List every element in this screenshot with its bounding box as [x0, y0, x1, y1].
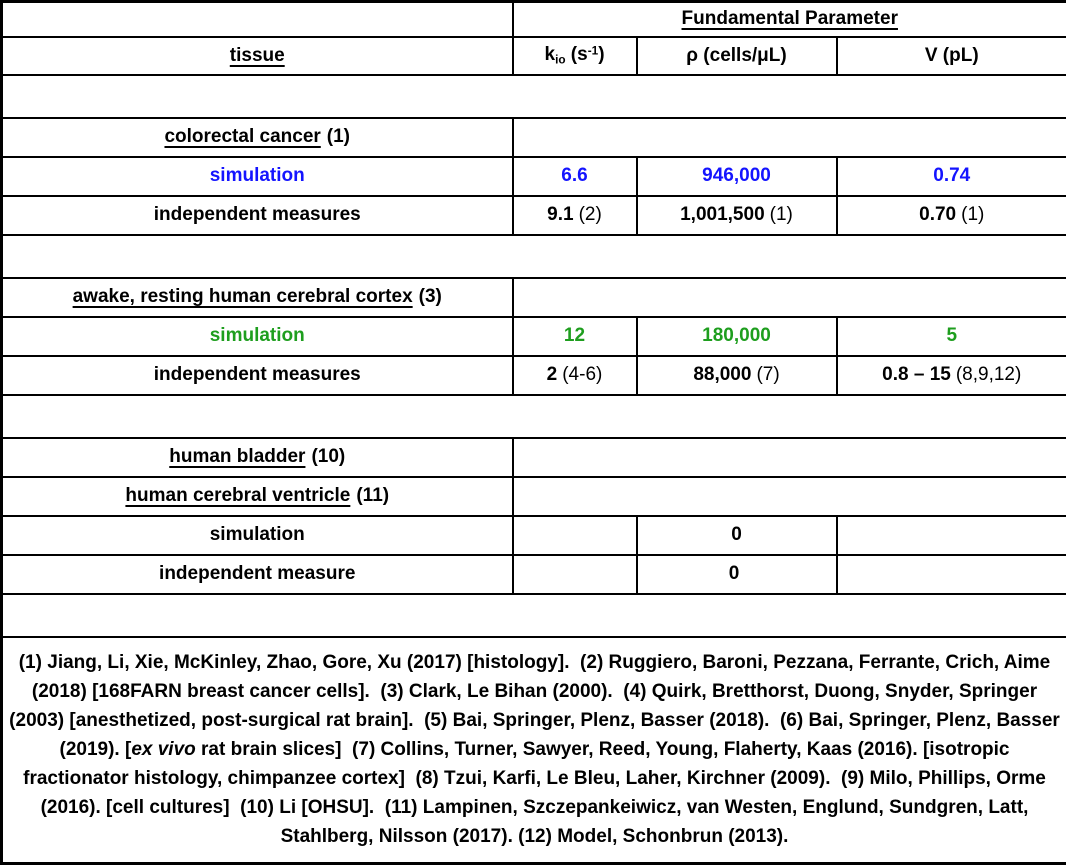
value-ref: (8,9,12) [955, 364, 1022, 385]
independent-volume-value [837, 356, 1066, 395]
value-ref: (4-6) [562, 364, 603, 385]
independent-volume-value [837, 555, 1066, 594]
value: 2 [546, 364, 558, 385]
independent-row-ventricle [2, 555, 1066, 594]
simulation-label-cell: simulation [2, 516, 513, 555]
footnote-text: Clark, Le Bihan (2000). [403, 681, 624, 703]
simulation-row-colorectal [2, 157, 1066, 196]
footnote-text: Bai, Springer, Plenz, Basser (2018). [447, 710, 780, 732]
value-ref: (1) [769, 204, 793, 225]
spacer-cell [2, 395, 1066, 438]
tissue-name: awake, resting human cerebral cortex [72, 286, 413, 307]
simulation-label-cell: simulation [2, 317, 513, 356]
simulation-kio-value: 6.6 [513, 157, 637, 196]
tissue-ref: (11) [356, 485, 390, 506]
independent-kio-value [513, 196, 637, 235]
simulation-rho-value: 0 [637, 516, 837, 555]
footnote-ref-number: (2) [580, 652, 604, 674]
spacer-row [2, 594, 1066, 637]
independent-rho-value [637, 196, 837, 235]
footnote-text: ex vivo [131, 739, 196, 761]
kio-end: ) [598, 44, 605, 66]
footnote-text: Lampinen, Szczepankeiwicz, van Westen, Englund, Sundgren, Latt, Stahlberg, Nilsson (2017). [280, 797, 1034, 848]
footnote-text: Jiang, Li, Xie, McKinley, Zhao, Gore, Xu (2017) [histology]. [41, 652, 581, 674]
simulation-label-cell: simulation [2, 157, 513, 196]
group-header-cell [513, 2, 1066, 37]
footnote-text: Milo, Phillips, Orme (2016). [cell cultures] [40, 768, 1052, 819]
value-ref: (7) [756, 364, 780, 385]
footnote-ref-number: (8) [415, 768, 439, 790]
tissue-name-cell [2, 278, 513, 317]
simulation-volume-value: 0.74 [837, 157, 1066, 196]
header-row-columns [2, 37, 1066, 75]
simulation-kio-value: 12 [513, 317, 637, 356]
independent-label-cell: independent measures [2, 356, 513, 395]
tissue-ref: (10) [311, 446, 346, 467]
value: 0.8 – 15 [882, 364, 951, 385]
column-header-tissue [2, 37, 513, 75]
footnote-ref-number: (9) [841, 768, 865, 790]
kio-superscript: -1 [587, 44, 599, 58]
tissue-name-cell [2, 477, 513, 516]
tissue-ref: (1) [326, 126, 351, 147]
value: 0 [728, 563, 740, 584]
header-row-group [2, 2, 1066, 37]
column-header-kio [513, 37, 637, 75]
footnote-ref-number: (7) [352, 739, 376, 761]
section-header-row-cortex [2, 278, 1066, 317]
independent-row-colorectal [2, 196, 1066, 235]
independent-label-cell: independent measures [2, 196, 513, 235]
value-ref: (1) [961, 204, 985, 225]
independent-kio-value [513, 356, 637, 395]
footnote-ref-number: (11) [384, 797, 418, 819]
kio-subscript: io [555, 53, 566, 67]
spacer-row [2, 75, 1066, 118]
section-header-row-colorectal [2, 118, 1066, 157]
tissue-name: human cerebral ventricle [125, 485, 351, 506]
spacer-cell [2, 75, 1066, 118]
footnote-text: Bai, Springer, Plenz, Basser (2019). [ [59, 710, 1066, 761]
tissue-name: colorectal cancer [164, 126, 321, 147]
simulation-kio-value [513, 516, 637, 555]
section-header-empty-cell [513, 477, 1066, 516]
column-header-volume-label: V (pL) [924, 44, 979, 66]
footnote-ref-number: (4) [623, 681, 647, 703]
independent-rho-value [637, 356, 837, 395]
footnote-text: Model, Schonbrun (2013). [551, 826, 789, 848]
value: 88,000 [693, 364, 752, 385]
footnote-ref-number: (1) [18, 652, 42, 674]
footnote-ref-number: (3) [380, 681, 404, 703]
section-header-row-ventricle [2, 477, 1066, 516]
tissue-name: human bladder [169, 446, 306, 467]
footnote-text: Li [OHSU]. [273, 797, 385, 819]
simulation-row-ventricle [2, 516, 1066, 555]
spacer-row [2, 395, 1066, 438]
section-header-empty-cell [513, 278, 1066, 317]
tissue-name-cell [2, 438, 513, 477]
spacer-cell [2, 235, 1066, 278]
simulation-row-cortex [2, 317, 1066, 356]
column-header-volume [837, 37, 1066, 75]
tissue-ref: (3) [418, 286, 442, 307]
independent-kio-value [513, 555, 637, 594]
footnote-ref-number: (10) [240, 797, 274, 819]
footnote-text: Collins, Turner, Sawyer, Reed, Young, Flaherty, Kaas (2016). [isotropic fractionator histology, chimpanzee cortex] [23, 739, 1015, 790]
spacer-row [2, 235, 1066, 278]
simulation-volume-value [837, 516, 1066, 555]
tissue-name-cell [2, 118, 513, 157]
section-header-empty-cell [513, 438, 1066, 477]
footnote-ref-number: (12) [518, 826, 552, 848]
value: 0.70 [919, 204, 957, 225]
footnote-text: Tzui, Karfi, Le Bleu, Laher, Kirchner (2009). [438, 768, 842, 790]
footnote-ref-number: (6) [779, 710, 804, 732]
section-header-empty-cell [513, 118, 1066, 157]
section-header-row-bladder [2, 438, 1066, 477]
simulation-rho-value: 946,000 [637, 157, 837, 196]
kio-base: k [544, 44, 556, 66]
independent-row-cortex [2, 356, 1066, 395]
group-header-label: Fundamental Parameter [681, 8, 898, 30]
simulation-volume-value: 5 [837, 317, 1066, 356]
footnote-text: Ruggiero, Baroni, Pezzana, Ferrante, Crich, Aime (2018) [168FARN breast cancer cells]. [31, 652, 1056, 703]
value-ref: (2) [578, 204, 602, 225]
simulation-rho-value: 180,000 [637, 317, 837, 356]
column-header-tissue-label: tissue [229, 44, 285, 66]
header-tissue-spacer-cell [2, 2, 513, 37]
footnotes-cell [2, 637, 1066, 864]
kio-mid: (s [565, 44, 588, 66]
column-header-rho-label: ρ (cells/μL) [686, 44, 787, 66]
footnote-ref-number: (5) [424, 710, 448, 732]
independent-volume-value [837, 196, 1066, 235]
independent-rho-value [637, 555, 837, 594]
footnote-text: Quirk, Bretthorst, Duong, Snyder, Springer (2003) [anesthetized, post-surgical rat brain]. [9, 681, 1043, 732]
footnote-text: rat brain slices] [195, 739, 353, 761]
footnotes-row [2, 637, 1066, 864]
column-header-rho [637, 37, 837, 75]
value: 1,001,500 [680, 204, 765, 225]
value: 9.1 [547, 204, 574, 225]
spacer-cell [2, 594, 1066, 637]
independent-label-cell: independent measure [2, 555, 513, 594]
